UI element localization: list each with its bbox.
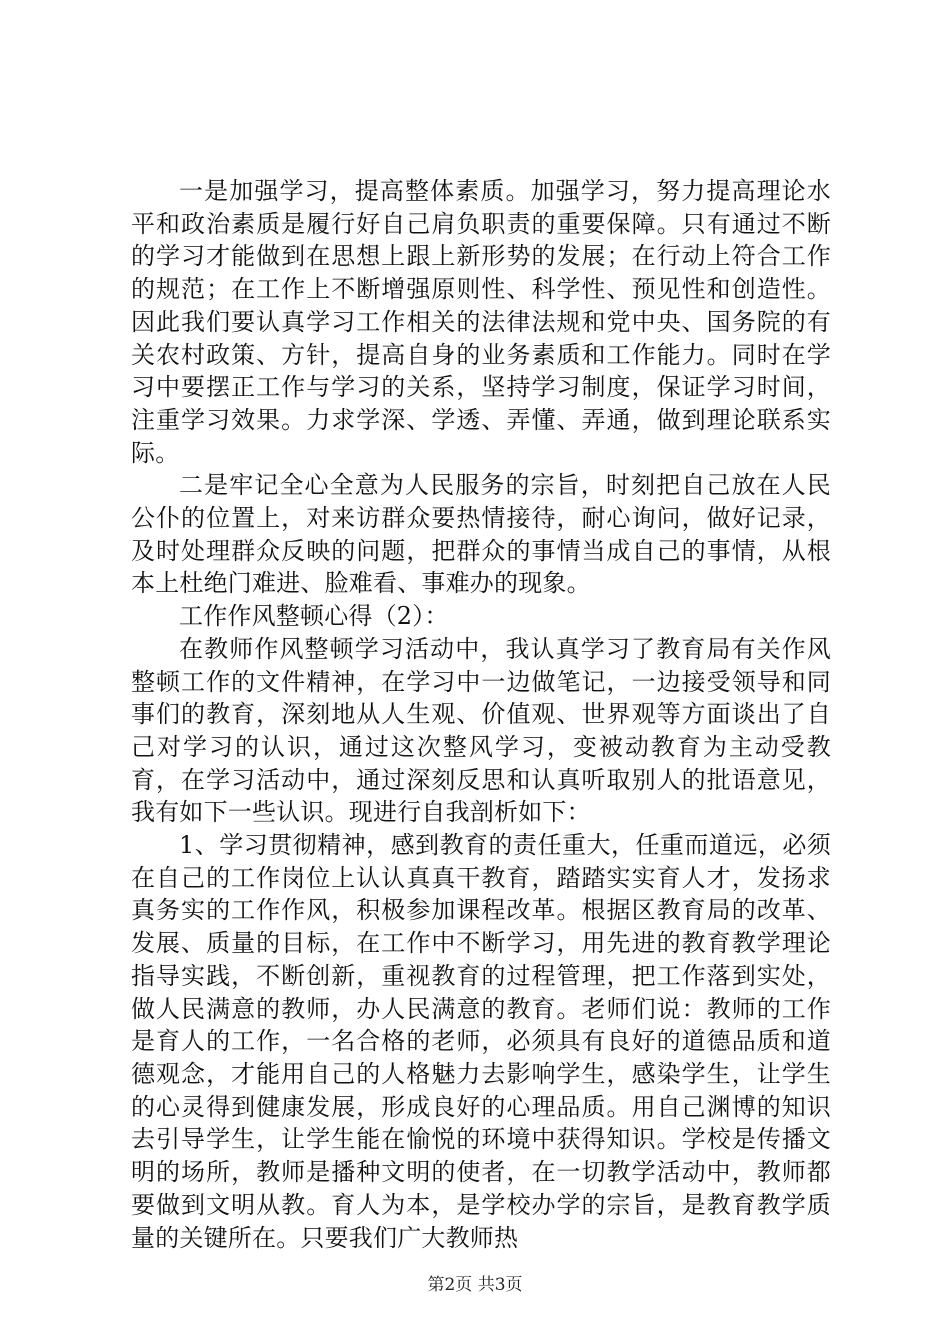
section-heading: 工作作风整顿心得（2）： — [179, 602, 449, 631]
paragraph-point-1: 1、学习贯彻精神，感到教育的责任重大，任重而道远，必须在自己的工作岗位上认认真真干教育，踏踏实实育人才，发扬求真务实的工作作风，积极参加课程改革。根据区教育局的改革、发展、质量的目标，在工作中不断学习，用先进的教育教学理论指导实践，不断创新，重视教育的过程管理，把工作落到实处，做人民满意的教师，办人民满意的教育。老师们说：教师的工作是育人的工作，一名合格的老师，必须具有良好的道德品质和道德观念，才能用自己的人格魅力去影响学生，感染学生，让学生的心灵得到健康发展，形成良好的心理品质。用自己渊博的知识去引导学生，让学生能在愉悦的环境中获得知识。学校是传播文明的场所，教师是播种文明的使者，在一切教学活动中，教师都要做到文明从教。育人为本，是学校办学的宗旨，是教育教学质量的关键所在。只要我们广大教师热 — [131, 831, 831, 1252]
page-number: 第2页 共3页 — [427, 1275, 523, 1295]
paragraph-service: 二是牢记全心全意为人民服务的宗旨，时刻把自己放在人民公仆的位置上，对来访群众要热情接待，耐心询问，做好记录，及时处理群众反映的问题，把群众的事情当成自己的事情，从根本上杜绝门难进、脸难看、事难办的现象。 — [131, 471, 831, 598]
paragraph-study: 一是加强学习，提高整体素质。加强学习，努力提高理论水平和政治素质是履行好自己肩负职责的重要保障。只有通过不断的学习才能做到在思想上跟上新形势的发展；在行动上符合工作的规范；在工作上不断增强原则性、科学性、预见性和创造性。因此我们要认真学习工作相关的法律法规和党中央、国务院的有关农村政策、方针，提高自身的业务素质和工作能力。同时在学习中要摆正工作与学习的关系，坚持学习制度，保证学习时间，注重学习效果。力求学深、学透、弄懂、弄通，做到理论联系实际。 — [131, 177, 831, 467]
document-body — [131, 175, 831, 1254]
paragraph-rectification: 在教师作风整顿学习活动中，我认真学习了教育局有关作风整顿工作的文件精神，在学习中一边做笔记，一边接受领导和同事们的教育，深刻地从人生观、价值观、世界观等方面谈出了自己对学习的认识，通过这次整风学习，变被动教育为主动受教育，在学习活动中，通过深刻反思和认真听取别人的批语意见，我有如下一些认识。现进行自我剖析如下： — [131, 634, 831, 827]
